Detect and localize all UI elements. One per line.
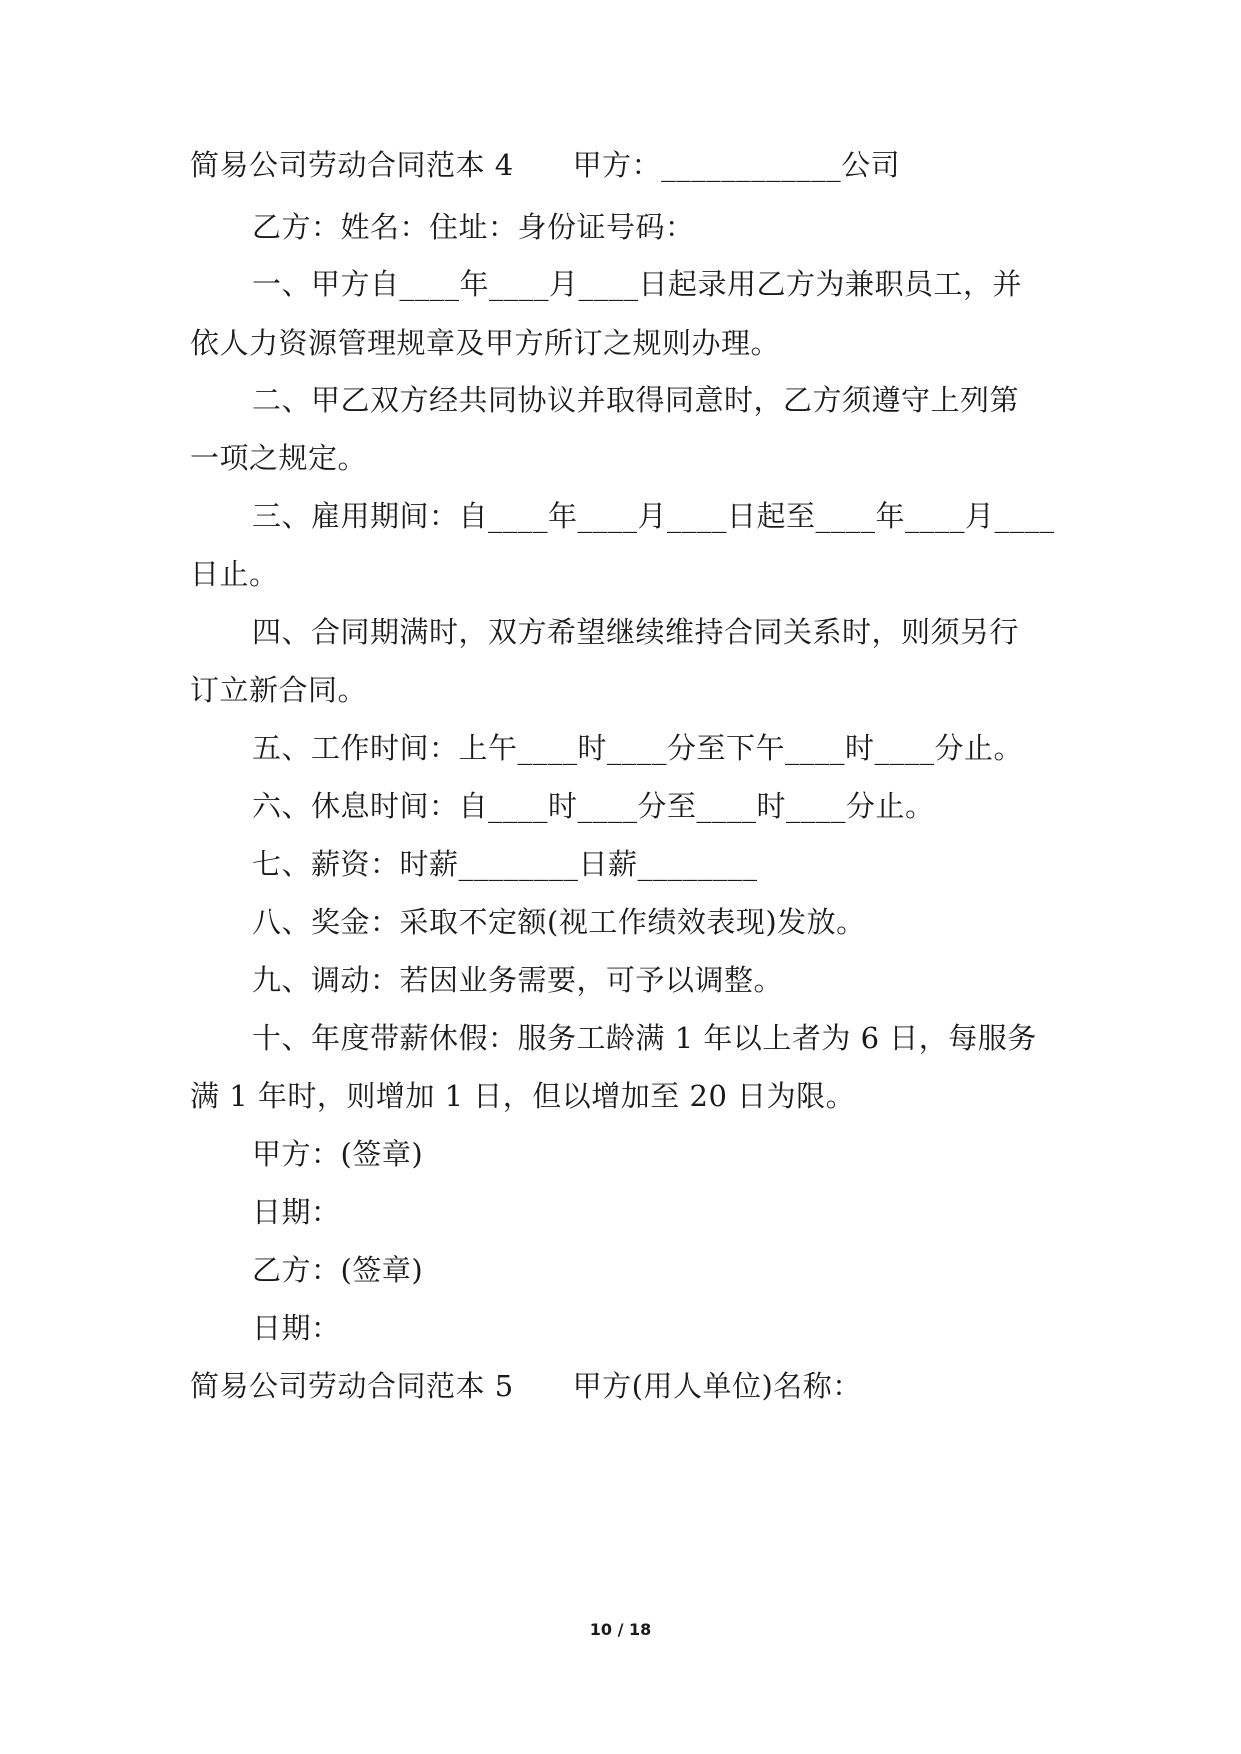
clause-2-line-2: 一项之规定。: [190, 441, 368, 475]
page-number: 10 / 18: [589, 1620, 652, 1639]
party-a-date: 日期：: [252, 1195, 341, 1229]
clause-9: 九、调动：若因业务需要，可予以调整。: [252, 963, 784, 997]
clause-8: 八、奖金：采取不定额(视工作绩效表现)发放。: [252, 905, 866, 939]
clause-10-line-2: 满 1 年时，则增加 1 日，但以增加至 20 日为限。: [190, 1079, 856, 1113]
clause-3-line-1: 三、雇用期间：自____年____月____日起至____年____月____: [252, 499, 1055, 533]
party-b-info: 乙方：姓名：住址：身份证号码：: [252, 210, 695, 244]
clause-7: 七、薪资：时薪________日薪________: [252, 847, 758, 881]
party-a-signature: 甲方：(签章): [252, 1137, 424, 1171]
clause-4-line-2: 订立新合同。: [190, 673, 368, 707]
clause-1-line-2: 依人力资源管理规章及甲方所订之规则办理。: [190, 326, 781, 360]
party-b-date: 日期：: [252, 1311, 341, 1345]
contract-heading-4: 简易公司劳动合同范本 4 甲方：____________公司: [190, 148, 901, 182]
clause-6: 六、休息时间：自____时____分至____时____分止。: [252, 789, 935, 823]
clause-10-line-1: 十、年度带薪休假：服务工龄满 1 年以上者为 6 日，每服务: [252, 1021, 1037, 1055]
clause-1-line-1: 一、甲方自____年____月____日起录用乙方为兼职员工，并: [252, 267, 1023, 301]
party-b-signature: 乙方：(签章): [252, 1253, 424, 1287]
clause-5: 五、工作时间：上午____时____分至下午____时____分止。: [252, 731, 1024, 765]
contract-heading-5: 简易公司劳动合同范本 5 甲方(用人单位)名称：: [190, 1369, 862, 1403]
clause-2-line-1: 二、甲乙双方经共同协议并取得同意时，乙方须遵守上列第: [252, 383, 1020, 417]
clause-4-line-1: 四、合同期满时，双方希望继续维持合同关系时，则须另行: [252, 615, 1020, 649]
clause-3-line-2: 日止。: [190, 557, 279, 591]
